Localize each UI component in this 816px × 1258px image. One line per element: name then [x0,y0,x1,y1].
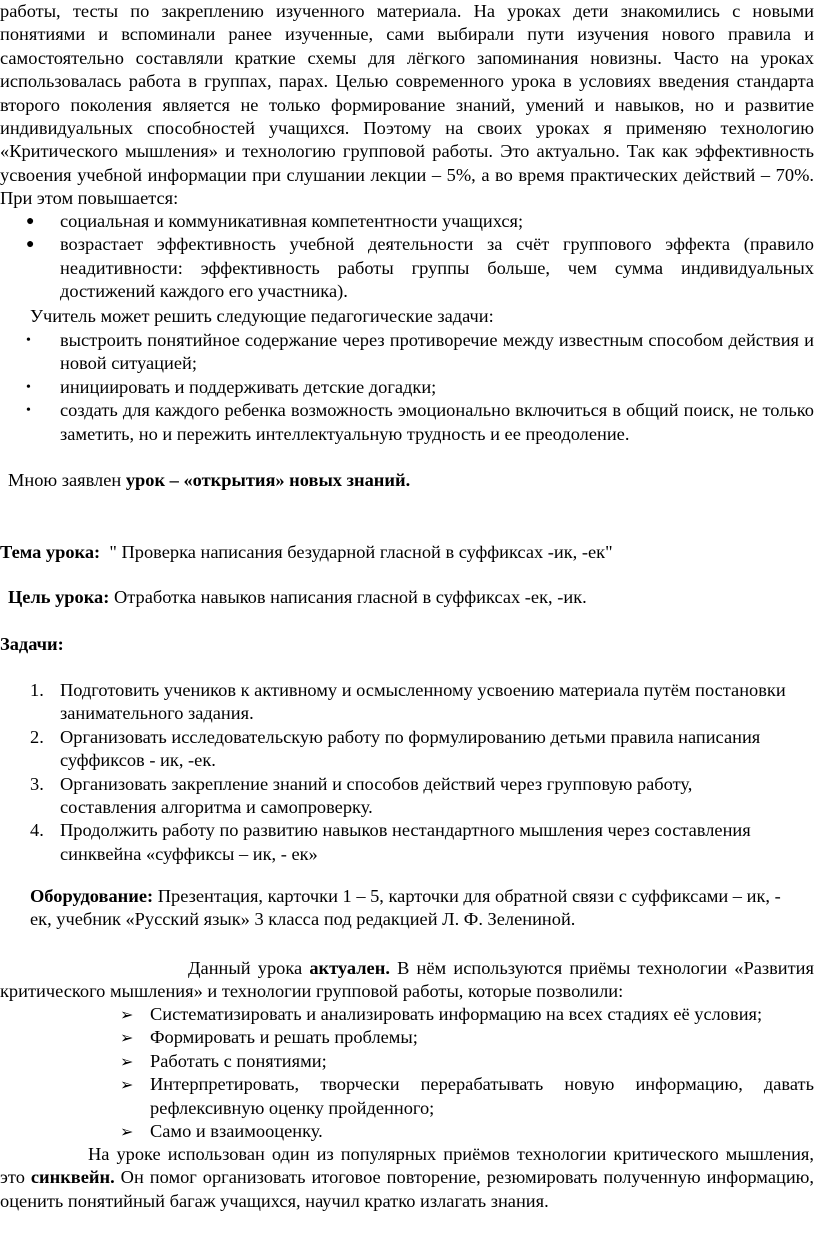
bullet-icon: • [26,403,31,419]
lesson-goal: Цель урока: Отработка навыков написания гласной в суффиксах -ек, -ик. [8,587,587,607]
list-item: 3. Организовать закрепление знаний и способов действий через групповую работу, составления алгоритма и самопроверку. [30,773,693,818]
list-item: ➢ Само и взаимооценку. [0,1120,814,1143]
bullet-icon: • [26,333,31,348]
list-item: 4. Продолжить работу по развитию навыков нестандартного мышления через составления синквейна «суффиксы – ик, - ек» [30,820,751,864]
arrow-bullet-icon: ➢ [120,1028,134,1048]
list-item: • выстроить понятийное содержание через противоречие между известным способом действия и новой ситуацией; [26,330,814,374]
teacher-tasks-list [0,329,814,446]
list-item: ➢ Интерпретировать, творчески перерабатывать новую информацию, давать рефлексивную оценку пройденного; [120,1074,814,1118]
arrow-bullet-icon: ➢ [120,1051,134,1071]
bullet-dot-icon: ● [26,214,35,229]
lesson-topic: Тема урока: " Проверка написания безударной гласной в суффиксах -ик, -ек" [0,542,613,562]
list-item: ➢ Формировать и решать проблемы; [0,1026,814,1049]
list-item: • инициировать и поддерживать детские догадки; [0,376,814,399]
bullet-icon: • [26,379,31,395]
equipment: Оборудование: Презентация, карточки 1 – 5, карточки для обратной связи с суффиксами – ик, - ек, учебник «Русский язык» 3 класса под редакцией Л. Ф. Зелениной. [30,886,781,930]
intro-paragraph: работы, тесты по закреплению изученного материала. На уроках дети знакомились с новыми понятиями и вспоминали ранее изученные, сами выбирали пути изучения нового правила и самостоятельно составляли краткие схемы для лёгкого запоминания новизны. Часто на уроках использовалась работа в группах, парах. Целью современного урока в условиях введения стандарта второго поколения является не только формирование знаний, умений и навыков, но и развитие индивидуальных способностей учащихся. Поэтому на своих уроках я применяю технологию «Критического мышления» и технологию групповой работы. Это актуально. Так как эффективность усвоения учебной информации при слушании лекции – 5%, а во время практических действий – 70%. При этом повышается: [0,1,814,209]
list-item: ➢ Работать с понятиями; [0,1050,814,1073]
bullet-dot-icon: ● [26,237,35,253]
objectives-list [0,679,790,866]
lesson-type: Мною заявлен урок – «открытия» новых знаний. [8,470,411,490]
relevance-list [0,1003,814,1143]
intro-bullet-list [0,210,814,304]
list-item: 2. Организовать исследовательскую работу по формулированию детьми правила написания суффиксов - ик, -ек. [30,726,761,771]
list-item: ● социальная и коммуникативная компетентности учащихся; [0,210,814,233]
arrow-bullet-icon: ➢ [120,1075,134,1095]
teacher-tasks-lead: Учитель может решить следующие педагогические задачи: [30,306,494,326]
relevance-paragraph: Данный урока актуален. В нём используются приёмы технологии «Развития критического мышления» и технологии групповой работы, которые позволили: [0,958,814,1002]
arrow-bullet-icon: ➢ [120,1122,134,1142]
list-item: • создать для каждого ребенка возможность эмоционально включиться в общий поиск, не только заметить, но и пережить интеллектуальную трудность и ее преодоление. [26,400,814,444]
list-item: 1. Подготовить учеников к активному и осмысленному усвоению материала путём постановки занимательного задания. [30,680,786,724]
list-item: ➢ Систематизировать и анализировать информацию на всех стадиях её условия; [0,1003,814,1026]
arrow-bullet-icon: ➢ [120,1005,134,1024]
sinkwine-paragraph: На уроке использован один из популярных приёмов технологии критического мышления, это синквейн. Он помог организовать итоговое повторение, резюмировать полученную информацию, оценить понятийный багаж учащихся, научил кратко излагать знания. [0,1144,815,1211]
list-item: ● возрастает эффективность учебной деятельности за счёт группового эффекта (правило неадитивности: эффективность работы группы больше, чем сумма индивидуальных достижений каждого его участника). [26,234,814,302]
objectives-heading: Задачи: [0,634,64,654]
